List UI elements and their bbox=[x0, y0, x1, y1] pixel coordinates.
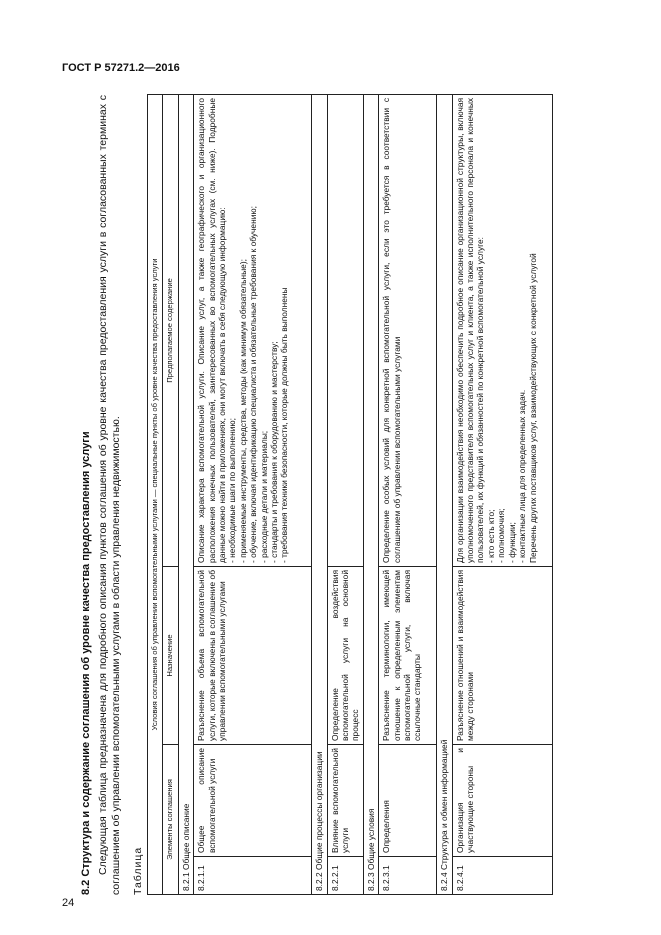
row-purpose: Разъяснение объема вспомогательной услуги, которые включены в соглашение об управлении вспомогательными услугами bbox=[194, 567, 312, 745]
col-header-content: Предполагаемое содержание bbox=[163, 94, 178, 566]
row-element: Общее описание вспомогательной услуги bbox=[194, 745, 312, 857]
row-content bbox=[452, 94, 552, 566]
list-item: - требования техники безопасности, которые должны быть выполнены bbox=[279, 287, 290, 563]
row-purpose: Определение воздействия вспомогательной услуги на основной процесс bbox=[327, 567, 363, 745]
row-number: 8.2.4.1 bbox=[452, 857, 552, 895]
list-item: - обучение, включая идентификацию специалиста и обязательные требования к обучению; bbox=[248, 206, 259, 563]
row-element: Влияние вспомогательной услуги bbox=[327, 745, 363, 857]
list-item: - функции; bbox=[506, 522, 517, 563]
table-column-header-row bbox=[163, 94, 178, 894]
row-content-text: Для организации взаимодействия необходимо обеспечить подробное описание организационной структуры, включая уполномоченного представителя вспомогательных услуг и клиента, а также исполнительного персонала и конечных пользователей, их функций и обязанностей по конкретной вспомогательной услуге: bbox=[454, 97, 486, 563]
list-item: - кто есть кто; bbox=[485, 509, 496, 563]
section-title: 8.2 Структура и содержание соглашения об уровне качества предоставления услуги bbox=[80, 431, 92, 895]
table-row bbox=[327, 94, 363, 894]
table-row bbox=[194, 94, 312, 894]
col-header-elements: Элементы соглашения bbox=[163, 745, 178, 895]
sla-table bbox=[147, 94, 553, 895]
list-item: - полномочия; bbox=[496, 508, 507, 563]
row-content: Определение особых условий для конкретной вспомогательной услуги, если это требуется в соответствии с соглашением об управлении вспомогательными услугами bbox=[379, 94, 437, 566]
section-heading: 8.2.2 Общие процессы организации bbox=[312, 94, 327, 894]
row-element: Определения bbox=[379, 745, 437, 857]
list-item: - необходимые шаги по выполнению; bbox=[227, 418, 238, 563]
list-item: - контактные лица для определенных задач. bbox=[517, 389, 528, 563]
table-section-row bbox=[437, 94, 452, 894]
table-main-header-row bbox=[148, 94, 163, 894]
row-element: Организация и участвующие стороны bbox=[452, 745, 552, 857]
row-purpose: Разъяснение терминологии, имеющей отношение к определенным элементам вспомогательной услуги, включая ссылочные стандарты bbox=[379, 567, 437, 745]
list-item: - стандарты и требования к оборудованию и мастерству; bbox=[269, 341, 280, 563]
page-number: 24 bbox=[62, 897, 75, 909]
row-number: 8.2.2.1 bbox=[327, 857, 363, 895]
table-caption: Таблица bbox=[132, 846, 144, 895]
rotated-page-content bbox=[80, 95, 620, 895]
row-content-list bbox=[227, 98, 289, 563]
list-item: - применяемые инструменты, средства, методы (как минимум обязательные); bbox=[237, 259, 248, 563]
table-row bbox=[379, 94, 437, 894]
section-heading: 8.2.1 Общее описание bbox=[178, 94, 193, 894]
row-purpose: Разъяснение отношений и взаимодействия между сторонами bbox=[452, 567, 552, 745]
table-main-header: Условия соглашения об управлении вспомогательными услугами — специальные пункты об уровне качества предоставления услуги bbox=[148, 94, 163, 894]
row-number: 8.2.1.1 bbox=[194, 857, 312, 895]
section-heading: 8.2.3 Общие условия bbox=[363, 94, 378, 894]
list-item: - расходные детали и материалы; bbox=[258, 430, 269, 563]
table-section-row bbox=[363, 94, 378, 894]
table-section-row bbox=[312, 94, 327, 894]
section-heading: 8.2.4 Структура и обмен информацией bbox=[437, 94, 452, 894]
table-section-row bbox=[178, 94, 193, 894]
section-intro: Следующая таблица предназначена для подробного описания пунктов соглашения об уровне качества предоставления услуги в согласованных терминах с соглашением об управлении вспомогательными услугами в области управления недвижимостью. bbox=[97, 95, 122, 895]
table-row bbox=[452, 94, 552, 894]
col-header-purpose: Назначение bbox=[163, 567, 178, 745]
row-content-list bbox=[486, 98, 538, 563]
list-item: Перечень других поставщиков услуг, взаимодействующих с конкретной услугой bbox=[527, 253, 538, 563]
row-number: 8.2.3.1 bbox=[379, 857, 437, 895]
row-content bbox=[194, 94, 312, 566]
row-content bbox=[327, 94, 363, 566]
row-content-text: Описание характера вспомогательной услуги. Описание услуг, а также географического и организационного расположения конечных пользователей, заинтересованных во вспомогательных услугах (см. ниже). Подробные данные можно найти в приложениях, они могут включать в себя следующую информацию: bbox=[196, 97, 228, 563]
document-header: ГОСТ Р 57271.2—2016 bbox=[62, 62, 180, 74]
